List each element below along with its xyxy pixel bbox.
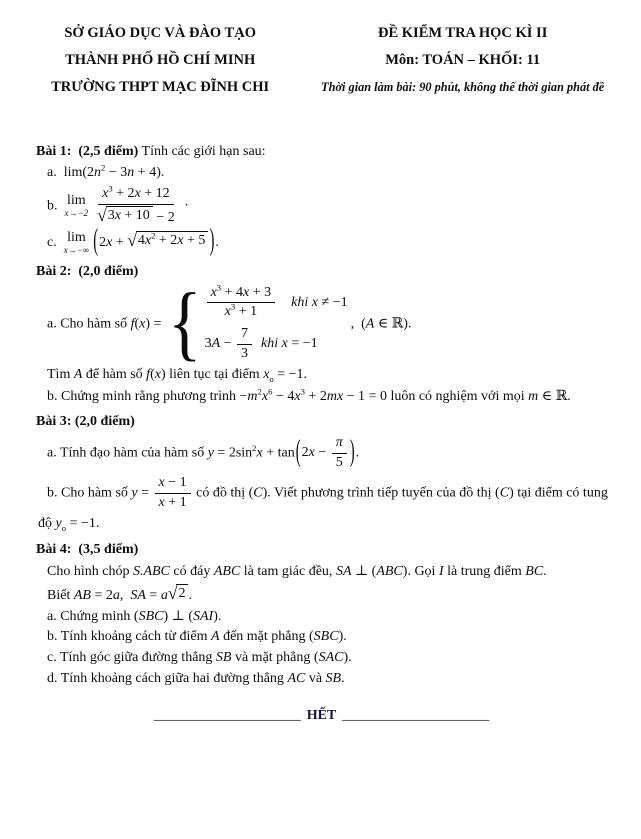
math-variable: A — [73, 366, 83, 382]
math-text: b. Cho hàm số — [47, 485, 132, 501]
math-variable: SA — [130, 587, 146, 603]
fraction-denominator — [93, 205, 179, 227]
math-text: ( — [150, 366, 155, 382]
math-text: = 2 — [90, 587, 113, 603]
limit-subscript: x→−∞ — [63, 244, 90, 255]
math-variable: x — [106, 234, 113, 250]
section-1-heading — [36, 144, 607, 161]
math-square-root — [168, 584, 189, 603]
math-text: + tan — [262, 445, 295, 461]
math-text: + 12 — [140, 186, 170, 201]
math-superscript: 3 — [230, 301, 236, 312]
math-variable: mx — [326, 388, 344, 404]
math-variable: a — [160, 587, 168, 603]
math-text: Cho hình chóp — [47, 563, 133, 579]
footer-rule-right: _____________________ — [342, 707, 490, 723]
math-text: = — [137, 485, 153, 501]
math-text: ∈ ℝ). — [374, 315, 412, 331]
radicand — [106, 206, 153, 225]
math-text: đến mặt phẳng ( — [219, 628, 314, 644]
radical-sign-icon: √ — [97, 204, 107, 225]
math-superscript: 3 — [108, 183, 113, 194]
limit-word: lim — [67, 229, 86, 245]
cases-row — [205, 326, 348, 363]
exam-header — [0, 0, 641, 101]
problem-3b-line1 — [36, 475, 607, 512]
math-text: b. — [47, 198, 65, 214]
math-variable: m — [528, 388, 539, 404]
math-text: ) tại điểm có tung — [509, 485, 608, 501]
math-text: − 1 = 0 luôn có nghiệm với mọi — [343, 388, 529, 404]
math-fraction — [237, 326, 252, 363]
exam-duration: Thời gian làm bài: 90 phút, không thể thời gian phát đề — [321, 80, 605, 94]
math-text: 3 — [204, 336, 212, 352]
problem-4-intro1 — [36, 563, 607, 580]
math-variable: S.ABC — [132, 563, 170, 579]
math-text: 2 — [99, 234, 107, 250]
section-3-title: Bài 3: (2,0 điểm) — [36, 413, 135, 429]
fraction-numerator — [237, 326, 252, 345]
math-text: ) liên tục tại điểm — [160, 366, 264, 382]
math-variable: A — [211, 336, 221, 352]
math-variable: x — [308, 445, 315, 461]
math-superscript: 2 — [101, 162, 106, 173]
math-variable: x — [154, 366, 161, 382]
math-variable: x — [256, 445, 263, 461]
problem-4-intro2 — [36, 584, 607, 604]
math-text: b. Chứng minh rằng phương trình − — [47, 388, 248, 404]
math-variable: m — [247, 388, 258, 404]
math-text: + 4). — [134, 165, 165, 180]
school-name: TRƯỜNG THPT MẠC ĐĨNH CHI — [51, 79, 270, 95]
math-variable: SA — [335, 563, 352, 579]
math-variable: SBC — [313, 628, 339, 644]
problem-2a — [36, 276, 607, 370]
school-block — [18, 20, 302, 101]
math-variable: SAC — [318, 649, 344, 665]
math-variable: A — [211, 628, 220, 644]
math-text: ). — [213, 608, 222, 624]
math-variable: x — [263, 366, 270, 382]
math-text: b. Tính khoảng cách từ điểm — [47, 628, 212, 644]
math-variable: x — [102, 186, 109, 201]
math-variable: x — [114, 207, 121, 223]
math-superscript: 3 — [216, 281, 222, 292]
fraction-denominator — [237, 345, 252, 363]
fraction-numerator — [155, 475, 191, 494]
math-text: a. Cho hàm số — [47, 315, 131, 331]
big-paren-open: ( — [295, 435, 301, 469]
math-text: + 2 — [304, 388, 327, 404]
big-paren-close: ) — [209, 225, 215, 258]
math-variable: y — [207, 445, 214, 461]
math-variable: SAI — [192, 608, 214, 624]
math-variable: C — [499, 485, 510, 501]
math-text: a. Tính đạo hàm của hàm số — [47, 445, 208, 461]
math-text: và mặt phẳng ( — [231, 649, 319, 665]
math-superscript: 6 — [268, 386, 273, 397]
math-variable: I — [438, 563, 444, 579]
math-superscript: 2 — [252, 442, 257, 453]
math-text: + 2 — [155, 232, 178, 248]
math-variable: ABC — [213, 563, 241, 579]
radicand — [136, 231, 209, 250]
math-variable: n — [94, 165, 102, 180]
math-variable: khi x — [291, 294, 318, 310]
math-text: + 5 — [183, 232, 206, 248]
math-variable: x — [139, 315, 146, 331]
footer-rule-left: _____________________ — [153, 707, 301, 723]
footer — [36, 708, 607, 724]
section-3-heading — [36, 414, 607, 431]
math-text: a. Chứng minh ( — [47, 608, 139, 624]
math-variable: x — [210, 284, 217, 300]
math-variable: ABC — [376, 563, 403, 579]
math-variable: x — [158, 475, 165, 491]
paren-content — [99, 229, 208, 250]
cases-row — [205, 281, 348, 322]
big-paren-close: ) — [349, 435, 355, 469]
math-variable: x — [144, 232, 152, 248]
math-text: . — [215, 234, 219, 250]
math-variable: C — [253, 485, 263, 501]
problem-3b-line2 — [36, 516, 607, 533]
math-text: Tìm — [47, 366, 74, 382]
math-text: + 2 — [112, 186, 135, 201]
problem-2b — [36, 388, 607, 405]
problem-4c — [36, 650, 607, 667]
math-text: + — [112, 234, 128, 250]
problem-3a — [36, 435, 607, 472]
cases-rows — [204, 281, 348, 363]
math-text: = −1 — [287, 336, 318, 352]
math-text: là trung điểm — [443, 563, 526, 579]
math-text: độ — [38, 515, 56, 531]
math-text: ). — [343, 649, 352, 665]
math-square-root — [97, 206, 153, 225]
math-text: 2 — [301, 445, 309, 461]
math-superscript: 2 — [257, 386, 262, 397]
math-text: − 3 — [105, 165, 128, 180]
fraction-numerator — [207, 281, 276, 304]
math-text: − 4 — [272, 388, 295, 404]
math-variable: SBC — [138, 608, 164, 624]
fraction-denominator — [155, 494, 191, 512]
math-text: = −1. — [66, 515, 100, 531]
department-name: SỞ GIÁO DỤC VÀ ĐÀO TẠO — [64, 25, 256, 41]
city-name: THÀNH PHỐ HỒ CHÍ MINH — [65, 52, 256, 68]
math-cases — [167, 276, 348, 370]
exam-title: ĐỀ KIỂM TRA HỌC KÌ II — [378, 25, 548, 41]
exam-info-block — [302, 20, 623, 101]
math-variable: x — [158, 495, 165, 511]
math-text: ). Gọi — [402, 563, 439, 579]
problem-4b — [36, 629, 607, 646]
math-superscript: 3 — [300, 386, 305, 397]
exam-subject: Môn: TOÁN – KHỐI: 11 — [385, 52, 541, 68]
math-fraction — [207, 281, 276, 322]
math-text: + 4 — [221, 284, 244, 300]
problem-4d — [36, 671, 607, 688]
math-variable: x — [224, 304, 231, 320]
math-superscript: 2 — [151, 230, 156, 241]
math-variable: AC — [287, 670, 306, 686]
problem-2a-question — [36, 367, 607, 384]
math-text: c. — [47, 234, 64, 250]
math-text: · — [180, 198, 189, 214]
section-2-title: Bài 2: (2,0 điểm) — [36, 263, 139, 279]
math-text: . — [543, 563, 547, 579]
math-text: 3 — [107, 207, 115, 223]
fraction-denominator — [221, 303, 261, 321]
math-text: a. lim(2 — [47, 165, 95, 180]
math-fraction — [93, 183, 179, 227]
math-text: có đồ thị ( — [192, 485, 254, 501]
math-variable: a — [112, 587, 120, 603]
math-text: − — [220, 336, 236, 352]
math-text: − 1 — [164, 475, 187, 491]
math-variable: x — [261, 388, 269, 404]
math-text: 7 — [241, 326, 249, 342]
math-text: ≠ −1 — [317, 294, 348, 310]
math-text: 4 — [137, 232, 145, 248]
math-text: = −1. — [273, 366, 308, 382]
problem-1c — [36, 225, 607, 258]
math-limit — [65, 194, 89, 218]
math-text: ∈ ℝ. — [538, 388, 571, 404]
math-text: , — [119, 587, 131, 603]
math-text: để hàm số — [82, 366, 147, 382]
math-variable: khi x — [254, 336, 288, 352]
math-text: c. Tính góc giữa đường thẳng — [47, 649, 216, 665]
section-4-title: Bài 4: (3,5 điểm) — [36, 541, 139, 557]
math-variable: BC — [525, 563, 544, 579]
math-variable: x — [177, 232, 184, 248]
math-text: ( — [134, 315, 140, 331]
math-text: ) ⊥ ( — [163, 608, 193, 624]
section-1-title: Bài 1: (2,5 điểm) — [36, 144, 139, 159]
math-text: = — [145, 587, 161, 603]
radical-sign-icon: √ — [167, 582, 178, 603]
math-variable: x — [243, 284, 250, 300]
math-text: . — [355, 445, 360, 461]
limit-subscript: x→−2 — [64, 208, 89, 219]
math-variable: SB — [325, 670, 342, 686]
math-text: có đáy — [169, 563, 214, 579]
section-1-subtitle: Tính các giới hạn sau: — [138, 144, 266, 159]
cases-brace: { — [167, 276, 202, 370]
footer-het-label: HẾT — [306, 707, 337, 723]
fraction-denominator — [332, 454, 347, 472]
math-text: 3 — [241, 345, 249, 361]
math-text: − — [314, 445, 330, 461]
problem-4a — [36, 608, 607, 625]
math-text: ) = — [145, 315, 165, 331]
section-2-heading — [36, 264, 607, 281]
math-limit — [64, 231, 89, 255]
exam-body — [0, 101, 641, 724]
paren-content — [301, 434, 349, 470]
math-variable: y — [131, 485, 138, 501]
math-text: ). — [338, 628, 347, 644]
math-text: . — [188, 587, 192, 603]
math-text: , ( — [350, 315, 366, 331]
fraction-numerator — [332, 435, 347, 454]
radical-sign-icon: √ — [127, 229, 137, 250]
math-variable: π — [335, 434, 343, 450]
math-text: − 2 — [152, 209, 175, 225]
math-subscript: o — [269, 373, 274, 384]
math-text: + 1 — [235, 304, 258, 320]
math-text: 5 — [335, 454, 343, 470]
math-fraction — [155, 475, 191, 512]
math-subscript: o — [61, 522, 67, 533]
math-text: + 10 — [120, 207, 150, 223]
math-text: . — [341, 670, 345, 686]
math-variable: A — [365, 315, 375, 331]
math-text: ). Viết phương trình tiếp tuyến của đồ thị ( — [262, 485, 500, 501]
math-variable: x — [134, 186, 141, 201]
math-text: Biết — [47, 587, 74, 603]
math-text: và — [305, 670, 326, 686]
problem-1a — [36, 162, 607, 182]
math-square-root — [127, 231, 208, 250]
math-text: ⊥ ( — [351, 563, 377, 579]
radicand — [176, 584, 188, 603]
math-text: + 1 — [164, 495, 187, 511]
math-variable: SB — [215, 649, 232, 665]
big-paren-open: ( — [93, 225, 99, 258]
math-variable: y — [55, 515, 62, 531]
limit-word: lim — [66, 193, 86, 209]
math-variable: f — [130, 315, 135, 331]
math-text: 2 — [178, 585, 186, 601]
section-4-heading — [36, 542, 607, 559]
math-variable: x — [294, 388, 301, 404]
math-variable: f — [146, 366, 151, 382]
math-text: = 2sin — [213, 445, 253, 461]
math-text: + 3 — [249, 284, 272, 300]
math-variable: AB — [73, 587, 91, 603]
math-text: là tam giác đều, — [240, 563, 336, 579]
fraction-numerator — [98, 183, 174, 205]
math-fraction — [332, 435, 347, 472]
math-text: d. Tính khoảng cách giữa hai đường thẳng — [47, 670, 288, 686]
math-text — [277, 295, 291, 311]
problem-1b — [36, 183, 607, 227]
math-variable: n — [127, 165, 135, 180]
